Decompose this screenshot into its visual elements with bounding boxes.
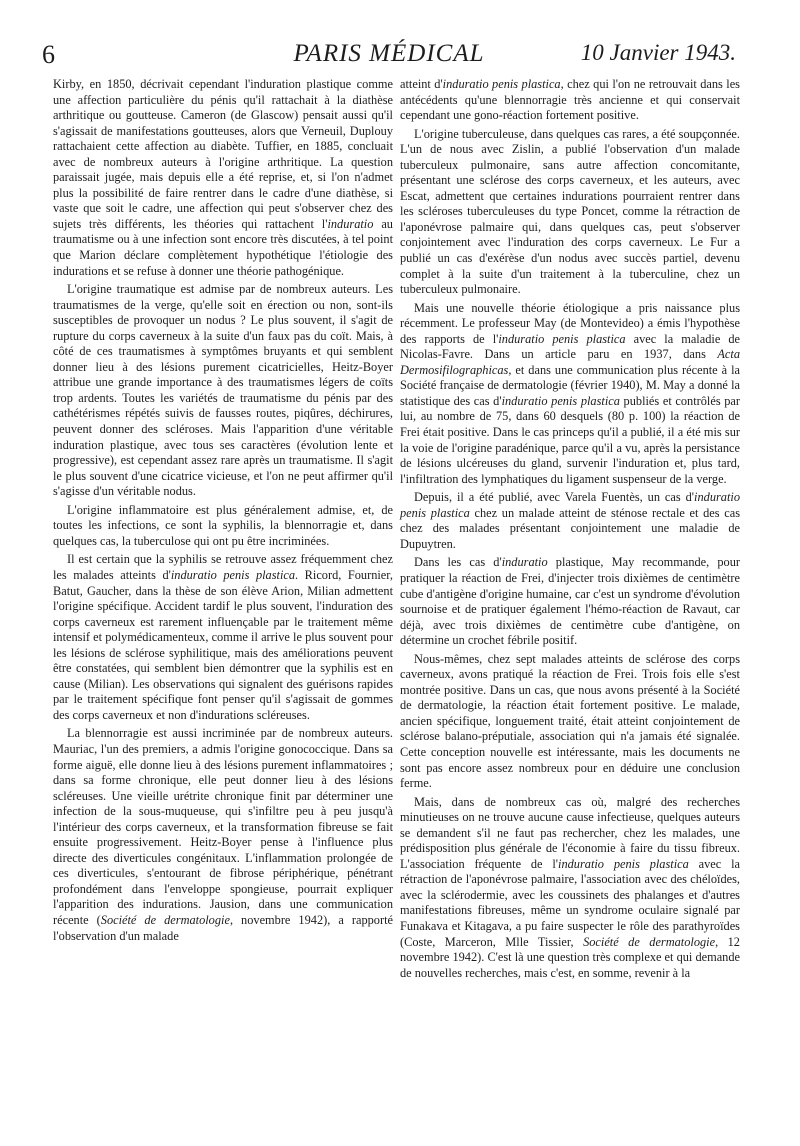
paragraph: Mais une nouvelle théorie étiologique a pris naissance plus récemment. Le professeur May (de Montevideo) a émis l'hypothèse des rapports de l'induratio penis plastica avec la maladie de Nicolas-Favre. Dans un article paru en 1937, dans Acta Dermosifilographicas, et dans une communication plus récente à la Société française de dermatologie (février 1940), M. May a donné la statistique des cas d'induratio penis plastica publiés et contrôlés par lui, au nombre de 75, dans 60 desquels (80 p. 100) la réaction de Frei était positive. Dans le cas princeps qu'il a publié, il a été mis sur la voie de l'origine paradénique, parce qu'il a vu, après la persistance de lésions ulcéreuses du gland, survenir l'induration et, plus tard, l'infiltration des lymphatiques du ligament suspenseur de la verge. <box>400 300 741 486</box>
journal-title: PARIS MÉDICAL <box>293 40 485 67</box>
issue-date: 10 Janvier 1943. <box>580 40 736 65</box>
paragraph: Mais, dans de nombreux cas où, malgré des recherches minutieuses on ne trouve aucune cause infectieuse, quelques auteurs se demandent s'il ne faut pas rechercher, chez les malades, une prédisposition plus générale de l'économie à faire du tissu fibreux. L'association fréquente de l'induratio penis plastica avec la rétraction de l'aponévrose palmaire, l'association avec des chéloïdes, avec la sclérodermie, avec les coussinets des phalanges et d'autres manifestations fibreuses, même un syndrome oculaire signalé par Funakava et Kitagava, a pu faire suspecter le rôle des parathyroïdes (Coste, Marceron, Mlle Tissier, Société de dermatologie, 12 novembre 1942). C'est là une question très complexe et qui demande de nouvelles recherches, mais c'est, en somme, revenir à la <box>400 794 740 980</box>
paragraph: Il est certain que la syphilis se retrouve assez fréquemment chez les malades atteints d'induratio penis plastica. Ricord, Fournier, Batut, Gaucher, dans la thèse de son élève Arion, Milian admettent l'origine spécifique. Accident tardif le plus souvent, l'induration des corps caverneux est rarement influençable par le traitement même intensif et polymédicamenteux, comme il arrive le plus souvent pour les lésions de sclérose syphilitique, mais des améliorations peuvent être constatées, qui semblent bien démontrer que la syphilis est en cause (Milian). Les observations qui signalent des guérisons rapides par le traitement spécifique font penser qu'il s'agissait de gommes des corps caverneux et non d'indurations scléreuses. <box>53 552 393 722</box>
paragraph: atteint d'induratio penis plastica, chez qui l'on ne retrouvait dans les antécédents qu'une blennorragie très ancienne et qui conservait cependant une gono-réaction fortement positive. <box>400 77 740 123</box>
paragraph: L'origine tuberculeuse, dans quelques cas rares, a été soupçonnée. L'un de nous avec Zislin, a publié l'observation d'un malade tuberculeux pulmonaire, sans autre affection concomitante, présentant une sclérose des corps caverneux, et les auteurs, avec Escat, admettent que certaines indurations pourraient rentrer dans les scléroses tuberculeuses du type Poncet, comme la rétraction de l'aponévrose palmaire qui, dans quelques cas, peut s'observer conjointement avec l'induration des corps caverneux. Le Fur a publié un cas d'exérèse d'un nodus avec succès partiel, devenu complet à la suite d'un traitement à la tuberculine, chez un tuberculeux pulmonaire. <box>400 126 740 297</box>
paragraph: Depuis, il a été publié, avec Varela Fuentès, un cas d'induratio penis plastica chez un malade atteint de sténose rectale et des cas chez des malades présentant conjointement une maladie de Dupuytren. <box>400 490 741 551</box>
paragraph: L'origine traumatique est admise par de nombreux auteurs. Les traumatismes de la verge, qu'elle soit en érection ou non, sont-ils susceptibles de provoquer un nodus ? Le plus souvent, il s'agit de rupture du corps caverneux à la suite d'un faux pas du coït. Mais, à côté de ces traumatismes à symptômes bruyants et qui semblent donner lieu à des lésions purement cicatricielles, Heitz-Boyer attribue une grande importance à des traumatismes légers de coïts trop ardents. Toutes les variétés de traumatisme du pénis par des cathétérismes répétés suivis de fausses routes, piqûres, déchirures, peuvent donner des scléroses. Mais l'apparition d'une véritable induration plastique, avec tous ses caractères (évolution lente et progressive), est cependant assez rare après un traumatisme. Il s'agit le plus souvent d'une cicatrice vicieuse, et l'on ne peut affirmer qu'il s'agisse d'un véritable nodus. <box>53 282 393 499</box>
page-header <box>42 40 736 76</box>
paragraph: Dans les cas d'induratio plastique, May recommande, pour pratiquer la réaction de Frei, d'injecter trois dixièmes de centimètre cube d'antigène d'origine humaine, car c'est un syndrome d'évolution sournoise et de pratiquer également l'hémo-réaction de Ravaut, car déjà, avec trois dixièmes de centimètre cube d'antigène, on détermine un crochet fébrile positif. <box>400 555 741 648</box>
paragraph: La blennorragie est aussi incriminée par de nombreux auteurs. Mauriac, l'un des premiers, a admis l'origine gonococcique. Dans sa forme aiguë, elle donne lieu à des lésions purement inflammatoires ; dans sa forme chronique, elle peut donner lieu à des lésions scléreuses. Une vieille urétrite chronique finit par déterminer une infection de la sous-muqueuse, qui s'infiltre peu à peu jusqu'à l'intérieur des corps caverneux, et la transformation fibreuse se fait ensuite progressivement. Heitz-Boyer pense à l'influence plus directe des diverticules congénitaux. L'inflammation prolongée de ces diverticules, s'entourant de fibrose périphérique, pénétrant profondément dans l'enveloppe spongieuse, pourrait expliquer l'apparition des indurations. Jausion, dans une communication récente (Société de dermatologie, novembre 1942), a rapporté l'observation d'un malade <box>53 726 393 943</box>
paragraph: Nous-mêmes, chez sept malades atteints de sclérose des corps caverneux, avons pratiqué la réaction de Frei. Trois fois elle s'est montrée positive. Dans un cas, que nous avons présenté à la Société de dermatologie, la réaction était fortement positive. Le malade, ancien spécifique, longuement traité, était atteint conjointement de sclérose balano-préputiale, association qui n'a jamais été signalée. Cette conception nouvelle est intéressante, mais les documents ne sont pas encore assez nombreux pour en déduire une conclusion ferme. <box>400 651 740 791</box>
paragraph: L'origine inflammatoire est plus généralement admise, et, de toutes les infections, ce sont la syphilis, la blennorragie et, dans quelques cas, la tuberculose qui ont pu être incriminées. <box>53 502 393 548</box>
right-column <box>400 77 740 984</box>
paragraph: Kirby, en 1850, décrivait cependant l'induration plastique comme une affection particulière du pénis qu'il rattachait à la diathèse arthritique ou goutteuse. Cameron (de Glascow) pensait aussi qu'il s'agissait de manifestations goutteuses, alors que Verneuil, Duplouy rattachaient cette affection au diabète. Tuffier, en 1885, concluait avec de nombreux auteurs à l'origine arthritique. La question paraissait jugée, mais depuis elle a été reprise, et, si l'on n'admet plus la possibilité de faire rentrer dans le cadre d'une diathèse, si vaste que soit le cadre, une affection qui peut s'observer chez des sujets très différents, les théories qui rattachent l'induratio au traumatisme ou à une infection sont encore très discutées, à tel point que Marion déclare complètement hypothétique l'étiologie des indurations et se refuse à donner une théorie pathogénique. <box>53 77 393 278</box>
left-column <box>53 77 393 947</box>
page-number: 6 <box>42 40 55 69</box>
